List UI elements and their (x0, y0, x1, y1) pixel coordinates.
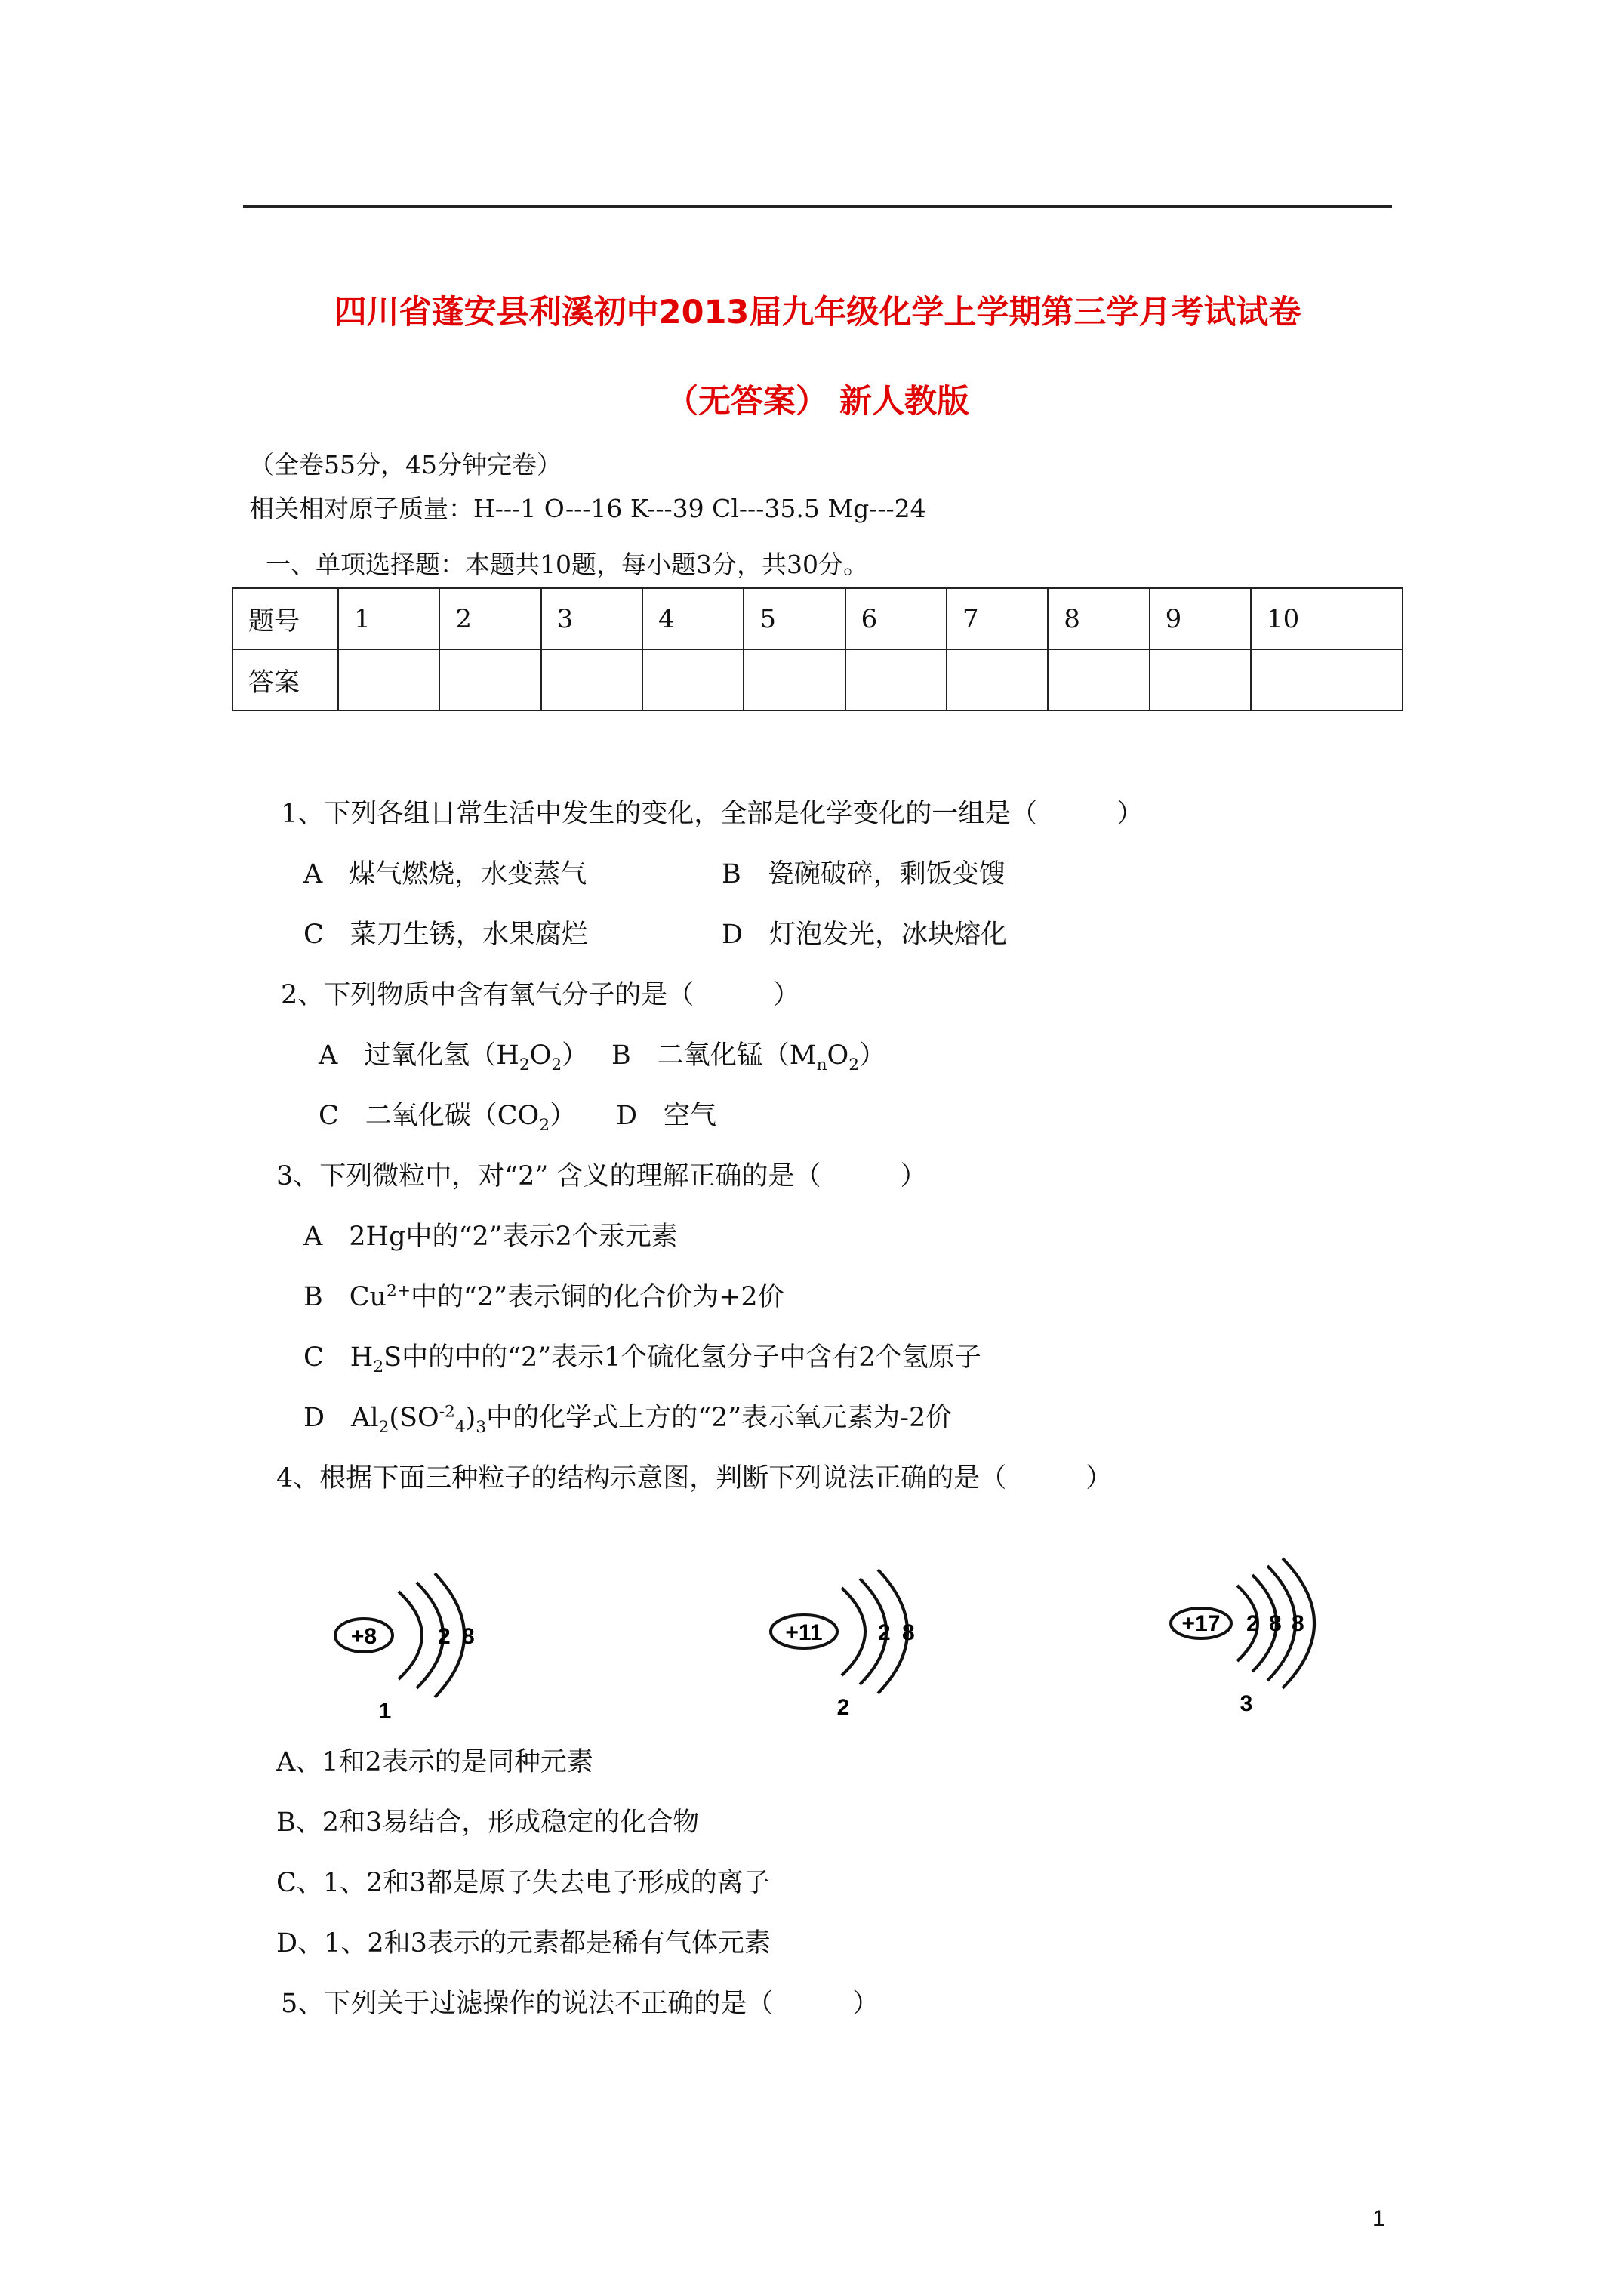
answer-table-number: 6 (845, 588, 947, 649)
section1-heading: 一、单项选择题：本题共10题，每小题3分，共30分。 (266, 550, 868, 579)
q2-option-a-end: ） (562, 1040, 589, 1071)
q2-option-c-end: ） (550, 1101, 577, 1131)
q1-stem: 1、下列各组日常生活中发生的变化，全部是化学变化的一组是（ ） (281, 799, 1144, 829)
q4-option-b: B、2和3易结合，形成稳定的化合物 (276, 1808, 700, 1838)
q3-option-d-mid: ) (465, 1403, 476, 1433)
exam-info: （全卷55分，45分钟完卷） (249, 450, 562, 479)
q2-option-b-mid: O (827, 1040, 849, 1071)
q3-option-d-sub: 4 (454, 1418, 466, 1437)
q2-option-b-sub: 2 (848, 1056, 860, 1074)
answer-cell[interactable] (439, 649, 540, 710)
answer-table-number: 8 (1048, 588, 1149, 649)
q2-option-c-sub: 2 (539, 1116, 550, 1135)
atom-diagram-1 (325, 1570, 513, 1721)
answer-cell[interactable] (642, 649, 744, 710)
shell-electron-count: 8 (1292, 1611, 1304, 1636)
shell-electron-count: 8 (462, 1624, 475, 1649)
answer-table-answer-row (233, 649, 1403, 710)
q2-option-a (319, 1034, 588, 1074)
answer-cell[interactable] (1150, 649, 1251, 710)
q3-option-b-sup: 2+ (387, 1281, 411, 1301)
answer-table (232, 587, 1403, 711)
q3-option-d (303, 1397, 952, 1437)
q2-option-b (611, 1034, 885, 1074)
electron-shell-arc (399, 1592, 422, 1679)
atom-diagram-2 (759, 1567, 955, 1718)
shell-electron-count: 8 (1269, 1611, 1282, 1636)
q2-option-b-sub: n (816, 1056, 827, 1074)
answer-table-row1-label: 题号 (233, 588, 338, 649)
answer-table-number: 7 (947, 588, 1048, 649)
answer-table-number: 10 (1251, 588, 1403, 649)
nucleus-charge: +17 (1181, 1611, 1221, 1636)
nucleus-charge: +11 (785, 1620, 823, 1645)
q1-option-b: B 瓷碗破碎，剩饭变馊 (722, 859, 1006, 889)
atom-diagram-label: 1 (378, 1699, 392, 1721)
shell-electron-count: 2 (878, 1620, 891, 1645)
answer-cell[interactable] (947, 649, 1048, 710)
answer-cell[interactable] (1251, 649, 1403, 710)
q2-option-a-sub: 2 (551, 1056, 562, 1074)
shell-electron-count: 8 (902, 1620, 915, 1645)
q3-option-d-sub: 3 (476, 1418, 487, 1437)
answer-table-header-row (233, 588, 1403, 649)
q3-option-b-pre: B Cu (303, 1282, 387, 1312)
q2-stem: 2、下列物质中含有氧气分子的是（ ） (281, 980, 800, 1010)
answer-table-number: 1 (338, 588, 439, 649)
answer-table-number: 3 (541, 588, 642, 649)
q3-option-c-sub: 2 (373, 1358, 384, 1376)
answer-table-number: 9 (1150, 588, 1251, 649)
q3-option-d-sub: 2 (378, 1418, 390, 1437)
q3-option-c (303, 1336, 981, 1376)
q3-option-c-pre: C H (303, 1342, 374, 1373)
answer-cell[interactable] (845, 649, 947, 710)
q3-option-b (303, 1276, 784, 1314)
q4-stem: 4、根据下面三种粒子的结构示意图，判断下列说法正确的是（ ） (276, 1463, 1113, 1493)
answer-table-number: 4 (642, 588, 744, 649)
atom-diagram-label: 3 (1240, 1691, 1253, 1714)
q2-option-b-end: ） (859, 1040, 886, 1071)
q2-option-b-text: B 二氧化锰（M (611, 1040, 817, 1071)
q2-option-d: D 空气 (616, 1101, 717, 1131)
q2-option-c-text: C 二氧化碳（CO (319, 1101, 540, 1131)
q3-option-d-post: 中的化学式上方的“2”表示氧元素为-2价 (486, 1403, 953, 1433)
answer-table-number: 2 (439, 588, 540, 649)
q3-option-a: A 2Hg中的“2”表示2个汞元素 (303, 1222, 678, 1252)
nucleus-charge: +8 (350, 1624, 377, 1649)
q3-stem: 3、下列微粒中，对“2” 含义的理解正确的是（ ） (276, 1161, 927, 1191)
q1-option-c: C 菜刀生锈，水果腐烂 (303, 920, 588, 950)
atomic-masses: 相关相对原子质量：H---1 O---16 K---39 Cl---35.5 Mg---24 (249, 494, 926, 523)
q3-option-c-post: S中的中的“2”表示1个硫化氢分子中含有2个氢原子 (383, 1342, 981, 1373)
q3-option-d-sup: -2 (439, 1402, 455, 1422)
q2-option-a-text: A 过氧化氢（H (319, 1040, 519, 1071)
q4-option-a: A、1和2表示的是同种元素 (276, 1747, 593, 1777)
answer-cell[interactable] (744, 649, 845, 710)
answer-cell[interactable] (541, 649, 642, 710)
electron-shell-arc (842, 1588, 865, 1675)
shell-electron-count: 2 (1246, 1611, 1259, 1636)
q5-stem: 5、下列关于过滤操作的说法不正确的是（ ） (281, 1989, 879, 2019)
answer-table-row2-label: 答案 (233, 649, 338, 710)
page-number: 1 (1372, 2206, 1385, 2231)
q4-option-c: C、1、2和3都是原子失去电子形成的离子 (276, 1868, 770, 1898)
atom-diagram-label: 2 (836, 1695, 850, 1718)
answer-table-number: 5 (744, 588, 845, 649)
header-rule (243, 205, 1392, 208)
q2-option-a-mid: O (529, 1040, 552, 1071)
q1-option-a: A 煤气燃烧，水变蒸气 (303, 859, 587, 889)
q2-option-a-sub: 2 (519, 1056, 530, 1074)
title-line-1: 四川省蓬安县利溪初中2013届九年级化学上学期第三学月考试试卷 (334, 294, 1301, 331)
shell-electron-count: 2 (438, 1624, 451, 1649)
q3-option-b-post: 中的“2”表示铜的化合价为+2价 (411, 1282, 784, 1312)
q1-option-d: D 灯泡发光，冰块熔化 (722, 920, 1008, 950)
title-line-2: （无答案） 新人教版 (666, 383, 969, 421)
answer-cell[interactable] (1048, 649, 1149, 710)
q2-option-c (319, 1095, 576, 1135)
q3-option-d-pre: D Al (303, 1403, 379, 1433)
answer-cell[interactable] (338, 649, 439, 710)
q3-option-d-mid: (SO (389, 1403, 439, 1433)
atom-diagram-3 (1159, 1555, 1370, 1714)
q4-option-d: D、1、2和3表示的元素都是稀有气体元素 (276, 1928, 771, 1959)
